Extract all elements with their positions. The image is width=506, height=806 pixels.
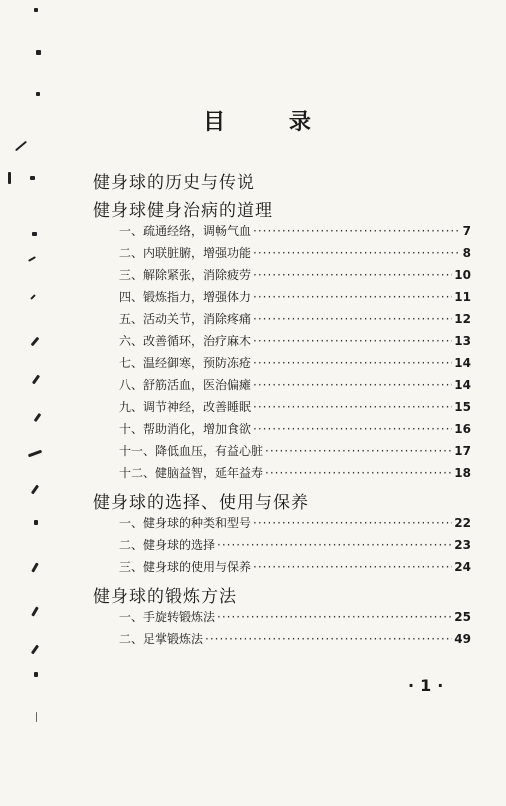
toc-entry-label: 一、疏通经络，调畅气血: [119, 224, 252, 238]
toc-entry-page: 16: [454, 422, 471, 436]
toc-entry-label: 二、健身球的选择: [119, 538, 216, 552]
toc-entry-page: 18: [454, 466, 471, 480]
page-title: 目 录: [203, 110, 339, 135]
toc-entry: [119, 514, 471, 534]
toc-entry: [119, 354, 471, 374]
leader-dots: [253, 560, 452, 574]
toc-entry: [119, 288, 471, 308]
toc-entry-label: 七、温经御寒，预防冻疮: [119, 356, 252, 370]
leader-dots: [265, 444, 452, 458]
toc-entry: [119, 310, 471, 330]
leader-dots: [253, 290, 452, 304]
binding-mark: [31, 485, 39, 495]
binding-mark: [34, 413, 42, 422]
toc-section-history: 健身球的历史与传说: [93, 173, 255, 193]
toc-entry-label: 八、舒筋活血，医治偏瘫: [119, 378, 252, 392]
page-number: ·1·: [408, 676, 450, 695]
binding-mark: [31, 337, 40, 347]
leader-dots: [253, 400, 452, 414]
binding-mark: [8, 172, 11, 184]
toc-entry-label: 二、内联脏腑，增强功能: [119, 246, 252, 260]
toc-entry-page: 49: [454, 632, 471, 646]
toc-entry-label: 一、手旋转锻炼法: [119, 610, 216, 624]
binding-mark: [36, 50, 41, 55]
toc-entry-page: 10: [454, 268, 471, 282]
binding-mark: [34, 520, 38, 525]
toc-entry: [119, 398, 471, 418]
leader-dots: [217, 538, 452, 552]
toc-entry: [119, 442, 471, 462]
toc-entry-label: 一、健身球的种类和型号: [119, 516, 252, 530]
toc-entry-page: 12: [454, 312, 471, 326]
toc-entry-page: 24: [454, 560, 471, 574]
binding-mark: [31, 562, 39, 572]
toc-entry: [119, 244, 471, 264]
toc-entry: [119, 464, 471, 484]
toc-entry-label: 六、改善循环，治疗麻木: [119, 334, 252, 348]
toc-entry: [119, 222, 471, 242]
toc-entry-page: 7: [462, 224, 471, 238]
binding-mark: [34, 8, 38, 12]
toc-entry-page: 14: [454, 378, 471, 392]
leader-dots: [253, 422, 452, 436]
toc-entry-label: 二、足掌锻炼法: [119, 632, 204, 646]
toc-entry: [119, 420, 471, 440]
leader-dots: [205, 632, 452, 646]
binding-mark: [32, 232, 37, 236]
toc-entry-page: 25: [454, 610, 471, 624]
leader-dots: [253, 224, 459, 238]
binding-mark: [15, 141, 27, 152]
toc-entry-page: 13: [454, 334, 471, 348]
toc-entry-label: 十二、健脑益智，延年益寿: [119, 466, 264, 480]
toc-entry-label: 九、调节神经，改善睡眠: [119, 400, 252, 414]
leader-dots: [253, 356, 452, 370]
toc-section-exercise: 健身球的锻炼方法: [93, 587, 237, 607]
leader-dots: [253, 312, 452, 326]
toc-section-principles: 健身球健身治病的道理: [93, 201, 273, 221]
toc-entry: [119, 630, 471, 650]
toc-entry-page: 23: [454, 538, 471, 552]
toc-entry-page: 14: [454, 356, 471, 370]
leader-dots: [253, 334, 452, 348]
binding-mark: [31, 645, 39, 655]
toc-entry-label: 三、解除紧张，消除疲劳: [119, 268, 252, 282]
toc-entry-label: 十一、降低血压，有益心脏: [119, 444, 264, 458]
toc-entry-label: 五、活动关节，消除疼痛: [119, 312, 252, 326]
toc-entry-page: 22: [454, 516, 471, 530]
toc-section-selection: 健身球的选择、使用与保养: [93, 493, 309, 513]
leader-dots: [253, 516, 452, 530]
toc-entry: [119, 558, 471, 578]
binding-mark: [34, 672, 38, 677]
leader-dots: [253, 268, 452, 282]
toc-entry: [119, 266, 471, 286]
toc-entry-page: 15: [454, 400, 471, 414]
leader-dots: [265, 466, 452, 480]
binding-mark: [31, 606, 39, 616]
leader-dots: [253, 378, 452, 392]
binding-mark: [30, 176, 35, 180]
toc-entry: [119, 332, 471, 352]
toc-entry-label: 十、帮助消化，增加食欲: [119, 422, 252, 436]
toc-entry: [119, 376, 471, 396]
toc-entry-page: 8: [462, 246, 471, 260]
binding-mark: [30, 294, 36, 300]
binding-mark: [36, 712, 37, 722]
binding-mark: [36, 92, 40, 96]
binding-mark: [28, 450, 42, 458]
binding-mark: [28, 256, 36, 262]
toc-entry-page: 11: [454, 290, 471, 304]
leader-dots: [217, 610, 452, 624]
toc-entry-page: 17: [454, 444, 471, 458]
leader-dots: [253, 246, 459, 260]
toc-entry: [119, 608, 471, 628]
toc-entry-label: 三、健身球的使用与保养: [119, 560, 252, 574]
toc-entry: [119, 536, 471, 556]
binding-mark: [32, 375, 40, 385]
toc-entry-label: 四、锻炼指力，增强体力: [119, 290, 252, 304]
